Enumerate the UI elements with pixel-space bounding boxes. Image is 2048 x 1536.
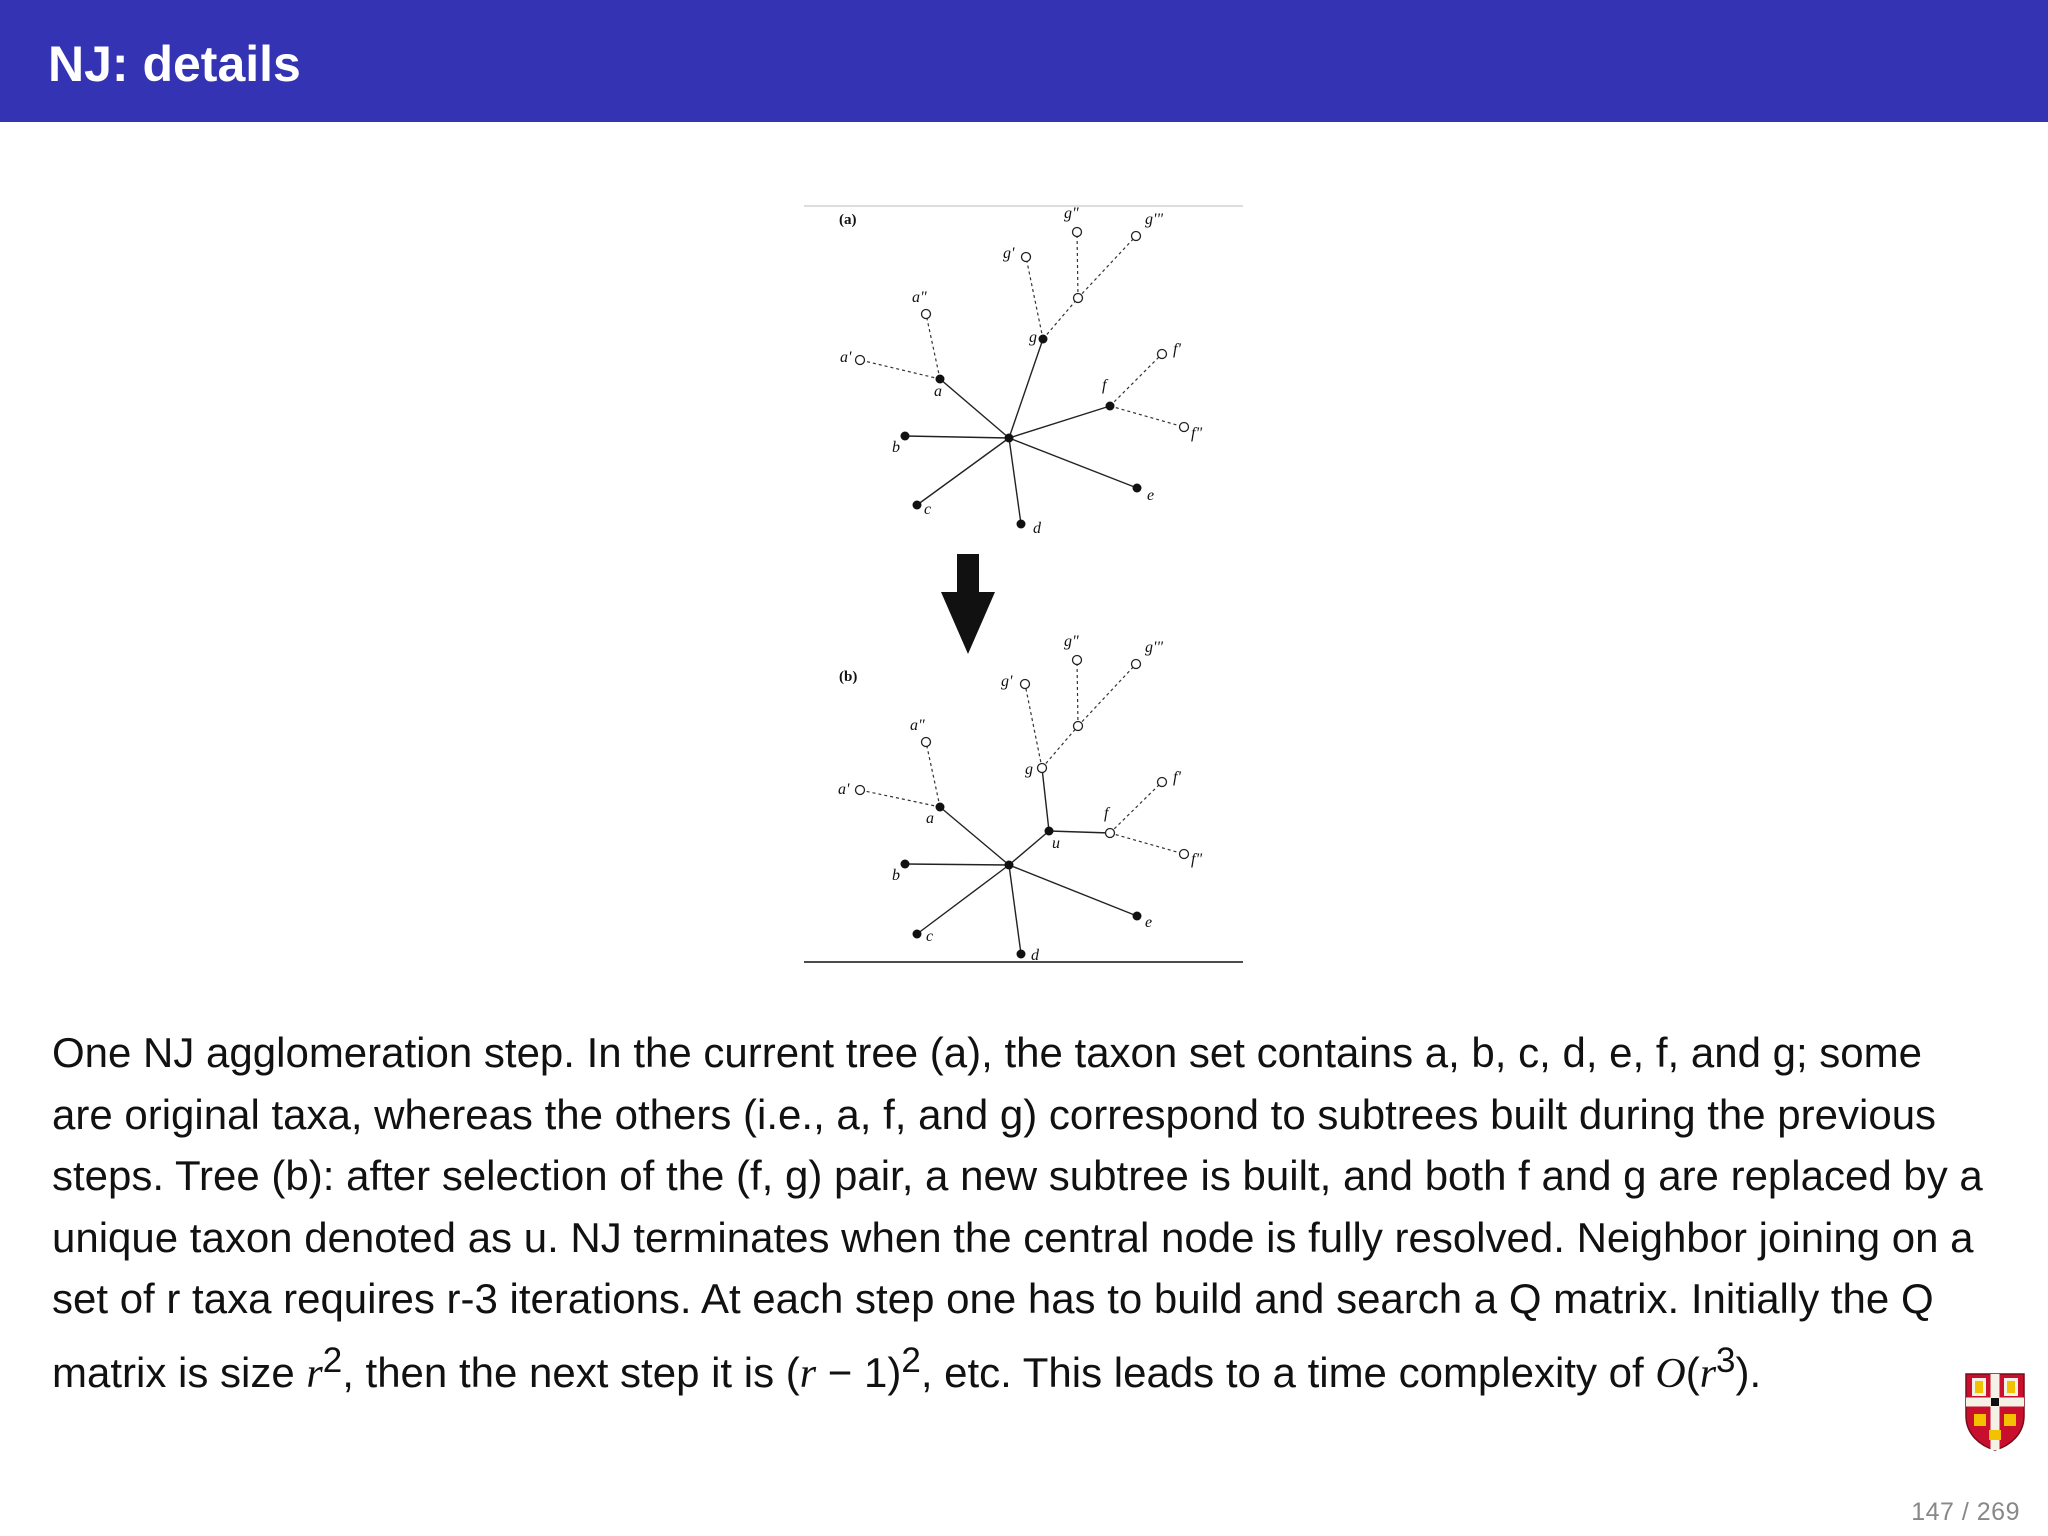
node-b bbox=[901, 860, 910, 869]
tree-b bbox=[838, 633, 1202, 964]
node-e bbox=[1133, 912, 1142, 921]
caption-big-o: O bbox=[1655, 1350, 1686, 1397]
edge-f-f1 bbox=[1110, 782, 1162, 833]
edge-center-u bbox=[1009, 831, 1049, 865]
label-a: a bbox=[926, 810, 934, 827]
edge-g-g1 bbox=[1025, 684, 1042, 768]
node-g2 bbox=[1073, 656, 1082, 665]
label-b: b bbox=[892, 439, 900, 456]
node-f bbox=[1106, 402, 1115, 411]
node-a2 bbox=[922, 738, 931, 747]
page-total: 269 bbox=[1976, 1498, 2020, 1526]
central-node bbox=[1005, 434, 1014, 443]
caption-paren-open: ( bbox=[1685, 1348, 1700, 1396]
node-g-inner bbox=[1074, 722, 1083, 731]
edge-g-inner bbox=[1042, 726, 1078, 768]
university-crest-icon bbox=[1964, 1372, 2026, 1452]
caption-var-r: r bbox=[306, 1350, 323, 1397]
edge-center-f bbox=[1009, 406, 1110, 438]
label-d: d bbox=[1031, 947, 1039, 964]
page-current: 147 bbox=[1911, 1498, 1955, 1526]
node-g2 bbox=[1073, 228, 1082, 237]
label-f: f bbox=[1102, 377, 1107, 394]
node-g bbox=[1038, 764, 1047, 773]
node-d bbox=[1017, 520, 1026, 529]
caption-text-4: , etc. This leads to a time complexity of bbox=[920, 1348, 1656, 1396]
edge-center-d bbox=[1009, 438, 1021, 524]
edge-a-a2 bbox=[926, 742, 940, 807]
edge-center-c bbox=[917, 438, 1009, 505]
node-g-inner bbox=[1074, 294, 1083, 303]
edge-inner-g3 bbox=[1078, 664, 1136, 726]
edge-center-e bbox=[1009, 865, 1137, 916]
edge-f-f1 bbox=[1110, 354, 1162, 406]
label-e: e bbox=[1147, 487, 1155, 504]
node-f2 bbox=[1180, 423, 1189, 432]
label-a1: a' bbox=[840, 349, 852, 366]
label-g: g bbox=[1025, 761, 1033, 778]
edge-center-b bbox=[905, 436, 1009, 438]
caption-sup: 2 bbox=[322, 1340, 343, 1380]
node-f1 bbox=[1158, 350, 1167, 359]
node-c bbox=[913, 930, 922, 939]
node-g1 bbox=[1022, 253, 1031, 262]
edge-f-f2 bbox=[1110, 833, 1184, 854]
caption-var-r: r bbox=[799, 1350, 817, 1397]
label-f: f bbox=[1104, 805, 1109, 822]
node-g3 bbox=[1132, 232, 1141, 241]
caption-sup: 3 bbox=[1716, 1340, 1736, 1380]
edge-inner-g3 bbox=[1078, 236, 1136, 298]
label-e: e bbox=[1145, 914, 1153, 931]
node-a bbox=[936, 803, 945, 812]
tree-a bbox=[839, 205, 1202, 537]
node-a1 bbox=[856, 786, 865, 795]
node-a1 bbox=[856, 356, 865, 365]
edge-inner-g2 bbox=[1077, 232, 1078, 298]
edge-center-a bbox=[940, 379, 1009, 438]
nj-tree-diagram bbox=[800, 196, 1250, 976]
node-e bbox=[1133, 484, 1142, 493]
figure-caption bbox=[52, 1022, 1992, 1405]
edge-u-g bbox=[1042, 768, 1049, 831]
edge-center-c bbox=[917, 865, 1009, 934]
title-bar bbox=[0, 0, 2048, 122]
label-d: d bbox=[1033, 520, 1041, 537]
panel-a-label: (a) bbox=[839, 212, 857, 228]
node-a2 bbox=[922, 310, 931, 319]
label-u: u bbox=[1052, 835, 1060, 852]
edge-center-g bbox=[1009, 339, 1043, 438]
edge-center-b bbox=[905, 864, 1009, 865]
caption-text-5: ). bbox=[1735, 1348, 1762, 1396]
arrow-down-icon bbox=[941, 554, 995, 654]
label-g1: g' bbox=[1003, 245, 1015, 262]
edge-a-a1 bbox=[860, 360, 940, 379]
label-g2: g" bbox=[1064, 205, 1079, 222]
label-f2: f" bbox=[1191, 425, 1203, 442]
node-f2 bbox=[1180, 850, 1189, 859]
label-g2: g" bbox=[1064, 633, 1079, 650]
label-b: b bbox=[892, 867, 900, 884]
page-number: 147 / 269 bbox=[1911, 1498, 2020, 1526]
node-g1 bbox=[1021, 680, 1030, 689]
label-a2: a" bbox=[912, 289, 927, 306]
node-d bbox=[1017, 950, 1026, 959]
label-g3: g'" bbox=[1145, 211, 1164, 228]
caption-var-r: r bbox=[1699, 1350, 1717, 1397]
caption-text-3: − 1) bbox=[816, 1348, 902, 1396]
label-f2: f" bbox=[1191, 851, 1203, 868]
edge-inner-g2 bbox=[1077, 660, 1078, 726]
label-f1: f' bbox=[1173, 769, 1181, 786]
edge-center-e bbox=[1009, 438, 1137, 488]
edge-a-a1 bbox=[860, 790, 940, 807]
edge-g-inner bbox=[1043, 298, 1078, 339]
label-f1: f' bbox=[1173, 341, 1181, 358]
central-node bbox=[1005, 861, 1014, 870]
label-a1: a' bbox=[838, 781, 850, 798]
caption-sup: 2 bbox=[901, 1340, 921, 1380]
caption-text-1: One NJ agglomeration step. In the current tree (a), the taxon set contains a, b, c, d, e, f, and g; some are original taxa, whereas the others (i.e., a, f, and g) correspond to subtrees built during the previous steps. Tree (b): after selection of the (f, g) pair, a new subtree is built, and both f and g are replaced by a unique taxon denoted as u. NJ terminates when the central node is fully resolved. Neighbor joining on a set of r taxa requires r-3 iterations. At each step one has to build and search a Q matrix. Initially the Q matrix is size bbox=[52, 1029, 1983, 1396]
edge-u-f bbox=[1049, 831, 1110, 833]
label-c: c bbox=[924, 501, 932, 518]
caption-text-2: , then the next step it is ( bbox=[342, 1348, 800, 1396]
node-g bbox=[1039, 335, 1048, 344]
edge-a-a2 bbox=[926, 314, 940, 379]
label-g: g bbox=[1029, 329, 1037, 346]
edge-center-a bbox=[940, 807, 1009, 865]
node-f1 bbox=[1158, 778, 1167, 787]
edge-center-d bbox=[1009, 865, 1021, 954]
edge-f-f2 bbox=[1110, 406, 1184, 427]
node-g3 bbox=[1132, 660, 1141, 669]
slide-title: NJ: details bbox=[48, 36, 301, 92]
label-a: a bbox=[934, 383, 942, 400]
node-b bbox=[901, 432, 910, 441]
edge-g-g1 bbox=[1026, 257, 1043, 339]
label-g3: g'" bbox=[1145, 639, 1164, 656]
label-g1: g' bbox=[1001, 673, 1013, 690]
panel-b-label: (b) bbox=[839, 669, 858, 685]
label-c: c bbox=[926, 928, 934, 945]
label-a2: a" bbox=[910, 717, 925, 734]
node-c bbox=[913, 501, 922, 510]
node-f bbox=[1106, 829, 1115, 838]
